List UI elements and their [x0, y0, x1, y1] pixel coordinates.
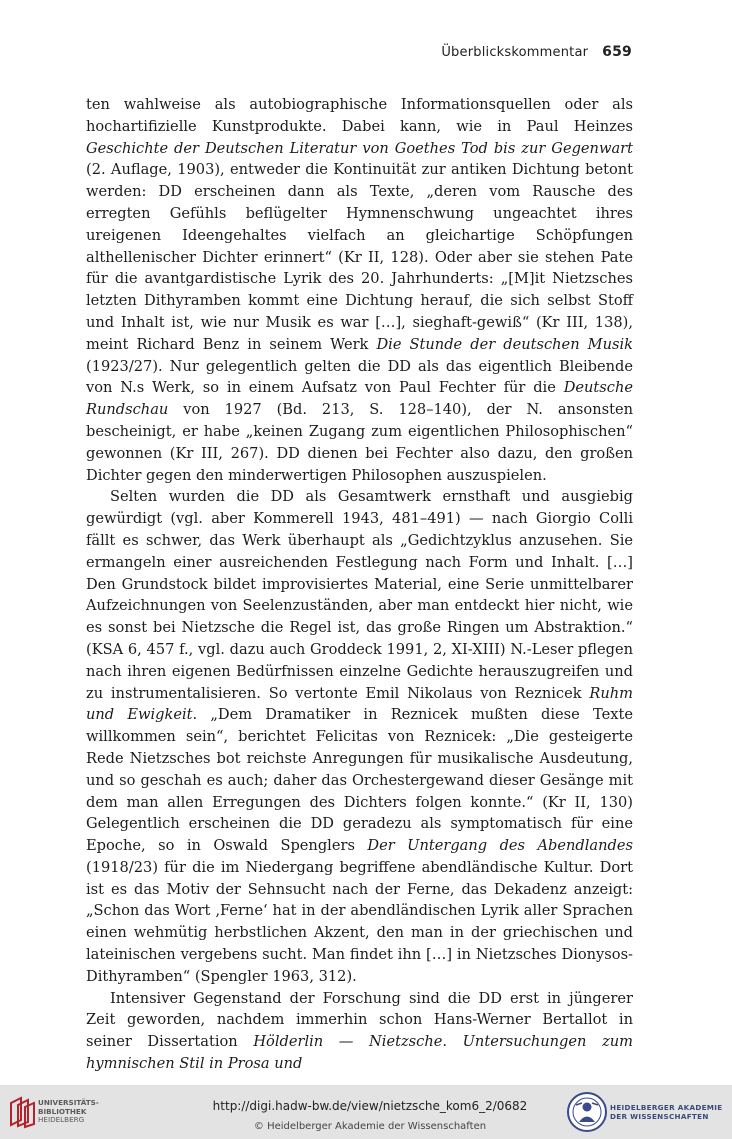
academy-line: HEIDELBERGER AKADEMIE [610, 1103, 723, 1112]
copyright-notice: © Heidelberger Akademie der Wissenschaften [253, 1121, 487, 1132]
text-run: Selten wurden die DD als Gesamtwerk ernsthaft und ausgiebig gewürdigt (vgl. aber Kommerell 1943, 481–491) — nach Giorgio Colli fällt es schwer, das Werk überhaupt als „Gedichtzyklus anzusehen. Sie ermangeln einer ausreichenden Festlegung nach Form und Inhalt. […] Den Grundstock bildet improvisiertes Material, eine Serie unmittelbarer Aufzeichnungen von Seelenzuständen, aber man entdeckt hier nicht, wie es sonst bei Nietzsche die Regel ist, das große Ringen um Abstraktion.“ (KSA 6, 457 f., vgl. dazu auch Groddeck 1991, 2, XI-XIII) N.-Leser pflegen nach ihren eigenen Bedürfnissen einzelne Gedichte herauszugreifen und zu instrumentalisieren. So vertonte Emil Nikolaus von Reznicek [86, 488, 633, 702]
footer-bar [0, 1085, 732, 1139]
italic-title: Die Stunde der deutschen Musik [376, 335, 633, 353]
ub-line: UNIVERSITÄTS- [38, 1098, 99, 1107]
italic-title: Ruhm und Ewigkeit [86, 684, 633, 724]
ub-logo-icon [8, 1095, 36, 1129]
university-library-logo[interactable] [8, 1095, 128, 1131]
running-title: Überblickskommentar [441, 45, 589, 60]
text-run: . „Dem Dramatiker in Reznicek mußten diese Texte willkommen sein“, berichtet Felicitas von Reznicek: „Die gesteigerte Rede Nietzsches bot reichste Anregungen für musikalische Ausdeutung, und so geschah es auch; daher das Orchestergewand dieser Gesänge mit dem man allen Erregungen des Dichters folgen konnte.“ (Kr II, 130) Gelegentlich erscheinen die DD geradezu als symptomatisch für eine Epoche, so in Oswald Spenglers [86, 706, 633, 855]
running-head [86, 44, 632, 60]
page-number: 659 [602, 44, 632, 60]
text-run: ten wahlweise als autobiographische Informationsquellen oder als hochartifizielle Kunstprodukte. Dabei kann, wie in Paul Heinzes [86, 96, 633, 135]
academy-logo-text [610, 1103, 722, 1121]
italic-title: Deutsche Rundschau [86, 379, 633, 419]
body-text [86, 94, 633, 1075]
text-run: (2. Auflage, 1903), entweder die Kontinuität zur antiken Dichtung betont werden: DD erscheinen dann als Texte, „deren vom Rausche des erregten Gefühls beflügelter Hymnenschwung ungeachtet ihres ureigenen Ideengehaltes vielfach an gleichartige Schöpfungen althellenischer Dichter erinnert“ (Kr II, 128). Oder aber sie stehen Pate für die avantgardistische Lyrik des 20. Jahrhunderts: „[M]it Nietzsches letzten Dithyramben kommt eine Dichtung herauf, die sich selbst Stoff und Inhalt ist, wie nur Musik es war […], sieghaft-gewiß“ (Kr III, 138), meint Richard Benz in seinem Werk [86, 161, 633, 353]
text-run: (1918/23) für die im Niedergang begriffene abendländische Kultur. Dort ist es das Motiv der Sehnsucht nach der Ferne, das Dekadenz anzeigt: „Schon das Wort ‚Ferne‘ hat in der abendländischen Lyrik aller Sprachen einen wehmütig herbstlichen Akzent, den man in der griechischen und lateinischen vergebens sucht. Man findet ihn […] in Nietzsches Dionysos-Dithyramben“ (Spengler 1963, 312). [86, 858, 633, 985]
ub-line: HEIDELBERG [38, 1115, 85, 1124]
text-run: (1923/27). Nur gelegentlich gelten die DD als das eigentlich Bleibende von N.s Werk, so in einem Aufsatz von Paul Fechter für die [86, 357, 633, 397]
italic-title: Geschichte der Deutschen Literatur von Goethes Tod bis zur Gegenwart [86, 139, 633, 157]
text-run: Intensiver Gegenstand der Forschung sind die DD erst in jüngerer Zeit geworden, nachdem immerhin schon Hans-Werner Bertallot in seiner Dissertation [86, 989, 633, 1051]
italic-title: Der Untergang des Abendlandes [367, 837, 633, 855]
paragraph [86, 486, 633, 987]
academy-line: DER WISSENSCHAFTEN [610, 1112, 709, 1121]
ub-logo-text [38, 1099, 99, 1125]
paragraph [86, 988, 633, 1075]
italic-title: Hölderlin — Nietzsche. Untersuchungen zum hymnischen Stil in Prosa und [86, 1033, 633, 1073]
permalink-url[interactable]: http://digi.hadw-bw.de/view/nietzsche_kom6_2/0682 [212, 1099, 528, 1113]
ub-line: BIBLIOTHEK [38, 1106, 87, 1116]
text-run: von 1927 (Bd. 213, S. 128–140), der N. ansonsten bescheinigt, er habe „keinen Zugang zum eigentlichen Philosophischen“ gewonnen (Kr III, 267). DD dienen bei Fechter also dazu, den großen Dichter gegen den minderwertigen Philosophen auszuspielen. [86, 401, 633, 484]
academy-seal-icon [566, 1091, 608, 1133]
paragraph [86, 94, 633, 486]
academy-logo[interactable] [566, 1091, 732, 1135]
